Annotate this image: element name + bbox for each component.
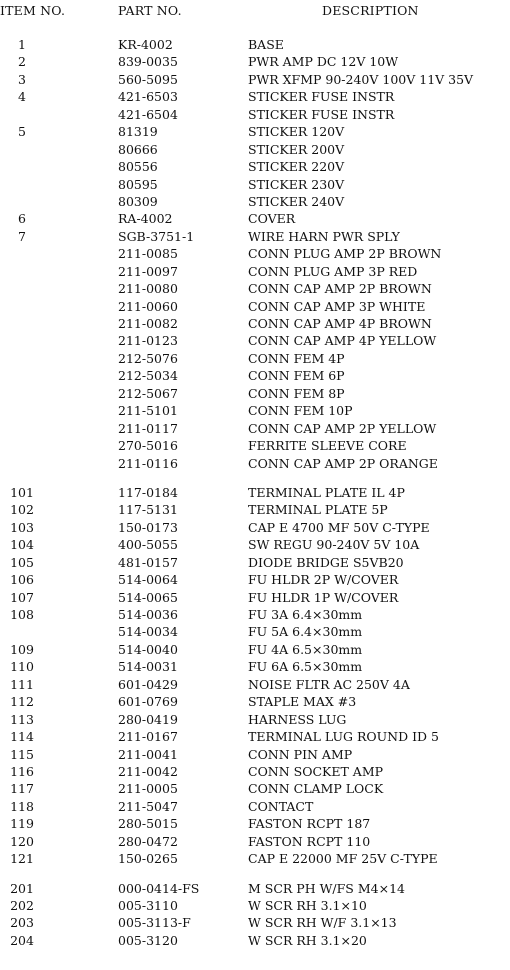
description-cell: STICKER 120V bbox=[248, 124, 345, 140]
item-number-cell: 106 bbox=[10, 572, 34, 588]
table-row bbox=[0, 106, 510, 123]
description-cell: STAPLE MAX #3 bbox=[248, 694, 357, 710]
part-number-cell: 211-0116 bbox=[118, 455, 178, 471]
part-number-cell: 601-0429 bbox=[118, 676, 178, 692]
item-number-cell: 4 bbox=[18, 89, 26, 105]
item-number-cell: 120 bbox=[10, 833, 34, 849]
description-cell: CONN CAP AMP 4P BROWN bbox=[248, 316, 432, 331]
description-cell: FU HLDR 1P W/COVER bbox=[248, 589, 399, 605]
part-number-cell: 211-0041 bbox=[118, 746, 178, 762]
part-number-cell: 005-3120 bbox=[118, 932, 178, 948]
item-number-cell: 201 bbox=[10, 880, 34, 896]
table-row bbox=[0, 798, 510, 815]
table-row bbox=[0, 484, 510, 501]
part-number-cell: 211-0167 bbox=[118, 729, 178, 745]
description-cell: CONN FEM 8P bbox=[248, 385, 345, 401]
description-column-header: DESCRIPTION bbox=[322, 3, 419, 18]
table-row bbox=[0, 228, 510, 245]
description-cell: BASE bbox=[248, 37, 284, 52]
item-number-cell: 3 bbox=[18, 71, 26, 87]
part-number-cell: 80309 bbox=[118, 193, 158, 209]
part-number-cell: 000-0414-FS bbox=[118, 880, 200, 896]
description-cell: FASTON RCPT 187 bbox=[248, 816, 371, 832]
part-number-cell: 80666 bbox=[118, 141, 158, 157]
description-cell: CAP E 4700 MF 50V C-TYPE bbox=[248, 519, 430, 535]
description-cell: STICKER 240V bbox=[248, 193, 345, 209]
description-cell: DIODE BRIDGE S5VB20 bbox=[248, 554, 404, 570]
description-cell: CONN FEM 10P bbox=[248, 403, 353, 419]
table-row bbox=[0, 763, 510, 780]
item-number-cell: 103 bbox=[10, 519, 34, 535]
table-row bbox=[0, 815, 510, 832]
description-cell: STICKER 230V bbox=[248, 176, 345, 192]
table-row bbox=[0, 437, 510, 454]
part-number-cell: 212-5067 bbox=[118, 385, 178, 401]
item-number-cell: 119 bbox=[10, 816, 34, 832]
description-cell: M SCR PH W/FS M4×14 bbox=[248, 880, 405, 896]
part-number-cell: 280-0419 bbox=[118, 711, 178, 727]
item-number-cell: 202 bbox=[10, 898, 34, 913]
description-cell: W SCR RH 3.1×10 bbox=[248, 898, 367, 913]
description-cell: PWR AMP DC 12V 10W bbox=[248, 54, 399, 70]
item-number-cell: 110 bbox=[10, 659, 34, 675]
description-cell: CONN PIN AMP bbox=[248, 746, 353, 762]
item-number-cell: 203 bbox=[10, 915, 34, 931]
table-row bbox=[0, 71, 510, 88]
part-number-cell: 211-5101 bbox=[118, 403, 178, 419]
table-row bbox=[0, 606, 510, 623]
description-cell: CONN FEM 4P bbox=[248, 350, 345, 366]
item-number-cell: 1 bbox=[18, 37, 26, 52]
part-number-cell: 514-0040 bbox=[118, 641, 178, 657]
table-row bbox=[0, 88, 510, 105]
table-row bbox=[0, 554, 510, 571]
table-row bbox=[0, 280, 510, 297]
table-row bbox=[0, 658, 510, 675]
table-row bbox=[0, 780, 510, 797]
table-row bbox=[0, 693, 510, 710]
item-number-cell: 7 bbox=[18, 228, 26, 244]
part-number-cell: 601-0769 bbox=[118, 694, 178, 710]
table-row bbox=[0, 897, 510, 914]
table-row bbox=[0, 298, 510, 315]
description-cell: STICKER 200V bbox=[248, 141, 345, 157]
description-cell: CAP E 22000 MF 25V C-TYPE bbox=[248, 851, 438, 867]
part-number-cell: 514-0034 bbox=[118, 624, 178, 640]
part-number-cell: 514-0036 bbox=[118, 607, 178, 622]
item-number-cell: 107 bbox=[10, 589, 34, 605]
description-cell: STICKER FUSE INSTR bbox=[248, 106, 395, 122]
part-number-cell: 80595 bbox=[118, 176, 158, 192]
description-cell: CONN PLUG AMP 2P BROWN bbox=[248, 246, 442, 262]
item-number-cell: 102 bbox=[10, 502, 34, 518]
description-cell: STICKER 220V bbox=[248, 159, 345, 175]
item-number-cell: 108 bbox=[10, 607, 34, 622]
description-cell: FU 3A 6.4×30mm bbox=[248, 607, 363, 622]
item-number-cell: 101 bbox=[10, 484, 34, 500]
part-number-cell: 514-0064 bbox=[118, 572, 178, 588]
description-cell: W SCR RH 3.1×20 bbox=[248, 932, 367, 948]
description-cell: CONN CAP AMP 4P YELLOW bbox=[248, 333, 437, 349]
table-row bbox=[0, 850, 510, 867]
item-number-cell: 116 bbox=[10, 763, 34, 779]
table-row bbox=[0, 385, 510, 402]
table-row bbox=[0, 589, 510, 606]
item-number-cell: 118 bbox=[10, 798, 34, 814]
table-row bbox=[0, 158, 510, 175]
description-cell: WIRE HARN PWR SPLY bbox=[248, 228, 400, 244]
part-number-cell: RA-4002 bbox=[118, 211, 173, 227]
table-row bbox=[0, 728, 510, 745]
description-cell: CONN CAP AMP 3P WHITE bbox=[248, 298, 426, 314]
table-row bbox=[0, 193, 510, 210]
description-cell: TERMINAL PLATE 5P bbox=[248, 502, 388, 518]
item-number-cell: 2 bbox=[18, 54, 26, 70]
item-number-cell: 5 bbox=[18, 124, 26, 140]
part-number-cell: 117-0184 bbox=[118, 484, 178, 500]
table-row bbox=[0, 263, 510, 280]
part-number-cell: 514-0031 bbox=[118, 659, 178, 675]
description-cell: CONN PLUG AMP 3P RED bbox=[248, 263, 418, 279]
table-row bbox=[0, 123, 510, 140]
item-no-column-header: ITEM NO. bbox=[0, 3, 66, 18]
table-row bbox=[0, 880, 510, 897]
table-row bbox=[0, 641, 510, 658]
table-row bbox=[0, 932, 510, 949]
part-number-cell: 117-5131 bbox=[118, 502, 178, 518]
part-number-cell: 560-5095 bbox=[118, 71, 178, 87]
description-cell: CONN CAP AMP 2P BROWN bbox=[248, 281, 432, 297]
part-number-cell: 400-5055 bbox=[118, 537, 178, 553]
description-cell: CONN CAP AMP 2P YELLOW bbox=[248, 420, 437, 436]
part-number-cell: 211-0080 bbox=[118, 281, 178, 297]
description-cell: PWR XFMP 90-240V 100V 11V 35V bbox=[248, 71, 474, 87]
part-number-cell: 211-0117 bbox=[118, 420, 178, 436]
table-row bbox=[0, 141, 510, 158]
description-cell: STICKER FUSE INSTR bbox=[248, 89, 395, 105]
table-row bbox=[0, 536, 510, 553]
item-number-cell: 111 bbox=[10, 676, 34, 692]
table-row bbox=[0, 711, 510, 728]
table-row bbox=[0, 36, 510, 53]
table-row bbox=[0, 350, 510, 367]
part-number-cell: 150-0173 bbox=[118, 519, 178, 535]
part-number-cell: 211-0005 bbox=[118, 781, 178, 797]
item-number-cell: 104 bbox=[10, 537, 34, 553]
part-number-cell: 211-5047 bbox=[118, 798, 178, 814]
table-row bbox=[0, 210, 510, 227]
part-number-cell: 211-0082 bbox=[118, 316, 178, 331]
item-number-cell: 114 bbox=[10, 729, 34, 745]
item-number-cell: 112 bbox=[10, 694, 34, 710]
table-row bbox=[0, 501, 510, 518]
description-cell: FU 5A 6.4×30mm bbox=[248, 624, 363, 640]
description-cell: W SCR RH W/F 3.1×13 bbox=[248, 915, 397, 931]
table-row bbox=[0, 455, 510, 472]
table-row bbox=[0, 402, 510, 419]
description-cell: FU 4A 6.5×30mm bbox=[248, 641, 363, 657]
part-number-cell: 005-3113-F bbox=[118, 915, 191, 931]
description-cell: FU HLDR 2P W/COVER bbox=[248, 572, 399, 588]
part-number-cell: 005-3110 bbox=[118, 898, 178, 913]
table-row bbox=[0, 332, 510, 349]
part-number-cell: 211-0097 bbox=[118, 263, 178, 279]
item-number-cell: 121 bbox=[10, 851, 34, 867]
part-no-column-header: PART NO. bbox=[118, 3, 182, 18]
item-number-cell: 105 bbox=[10, 554, 34, 570]
description-cell: SW REGU 90-240V 5V 10A bbox=[248, 537, 420, 553]
part-number-cell: 280-0472 bbox=[118, 833, 178, 849]
item-number-cell: 204 bbox=[10, 932, 34, 948]
description-cell: NOISE FLTR AC 250V 4A bbox=[248, 676, 410, 692]
section-spacer bbox=[0, 868, 510, 880]
part-number-cell: 211-0060 bbox=[118, 298, 178, 314]
table-row bbox=[0, 914, 510, 931]
description-cell: CONN CLAMP LOCK bbox=[248, 781, 384, 797]
item-number-cell: 117 bbox=[10, 781, 34, 797]
table-row bbox=[0, 571, 510, 588]
description-cell: TERMINAL LUG ROUND ID 5 bbox=[248, 729, 439, 745]
part-number-cell: 514-0065 bbox=[118, 589, 178, 605]
description-cell: FASTON RCPT 110 bbox=[248, 833, 371, 849]
part-number-cell: 211-0042 bbox=[118, 763, 178, 779]
table-row bbox=[0, 676, 510, 693]
part-number-cell: 212-5076 bbox=[118, 350, 178, 366]
description-cell: FU 6A 6.5×30mm bbox=[248, 659, 363, 675]
part-number-cell: 421-6504 bbox=[118, 106, 178, 122]
table-row bbox=[0, 746, 510, 763]
description-cell: CONN FEM 6P bbox=[248, 368, 345, 384]
description-cell: CONN SOCKET AMP bbox=[248, 763, 384, 779]
table-row bbox=[0, 245, 510, 262]
item-number-cell: 113 bbox=[10, 711, 34, 727]
description-cell: TERMINAL PLATE IL 4P bbox=[248, 484, 405, 500]
table-row bbox=[0, 367, 510, 384]
description-cell: FERRITE SLEEVE CORE bbox=[248, 438, 407, 454]
parts-list-table bbox=[0, 36, 510, 949]
description-cell: CONTACT bbox=[248, 798, 314, 814]
part-number-cell: 421-6503 bbox=[118, 89, 178, 105]
item-number-cell: 115 bbox=[10, 746, 34, 762]
table-row bbox=[0, 623, 510, 640]
part-number-cell: 150-0265 bbox=[118, 851, 178, 867]
part-number-cell: 280-5015 bbox=[118, 816, 178, 832]
item-number-cell: 6 bbox=[18, 211, 26, 227]
part-number-cell: 211-0123 bbox=[118, 333, 178, 349]
part-number-cell: SGB-3751-1 bbox=[118, 228, 195, 244]
section-spacer bbox=[0, 472, 510, 484]
table-row bbox=[0, 420, 510, 437]
part-number-cell: 80556 bbox=[118, 159, 158, 175]
part-number-cell: 81319 bbox=[118, 124, 158, 140]
part-number-cell: 481-0157 bbox=[118, 554, 178, 570]
table-row bbox=[0, 519, 510, 536]
description-cell: COVER bbox=[248, 211, 296, 227]
part-number-cell: 270-5016 bbox=[118, 438, 178, 454]
part-number-cell: 839-0035 bbox=[118, 54, 178, 70]
description-cell: HARNESS LUG bbox=[248, 711, 347, 727]
table-row bbox=[0, 53, 510, 70]
part-number-cell: 212-5034 bbox=[118, 368, 178, 384]
table-row bbox=[0, 176, 510, 193]
part-number-cell: KR-4002 bbox=[118, 37, 173, 52]
part-number-cell: 211-0085 bbox=[118, 246, 178, 262]
table-row bbox=[0, 315, 510, 332]
item-number-cell: 109 bbox=[10, 641, 34, 657]
table-row bbox=[0, 833, 510, 850]
description-cell: CONN CAP AMP 2P ORANGE bbox=[248, 455, 438, 471]
